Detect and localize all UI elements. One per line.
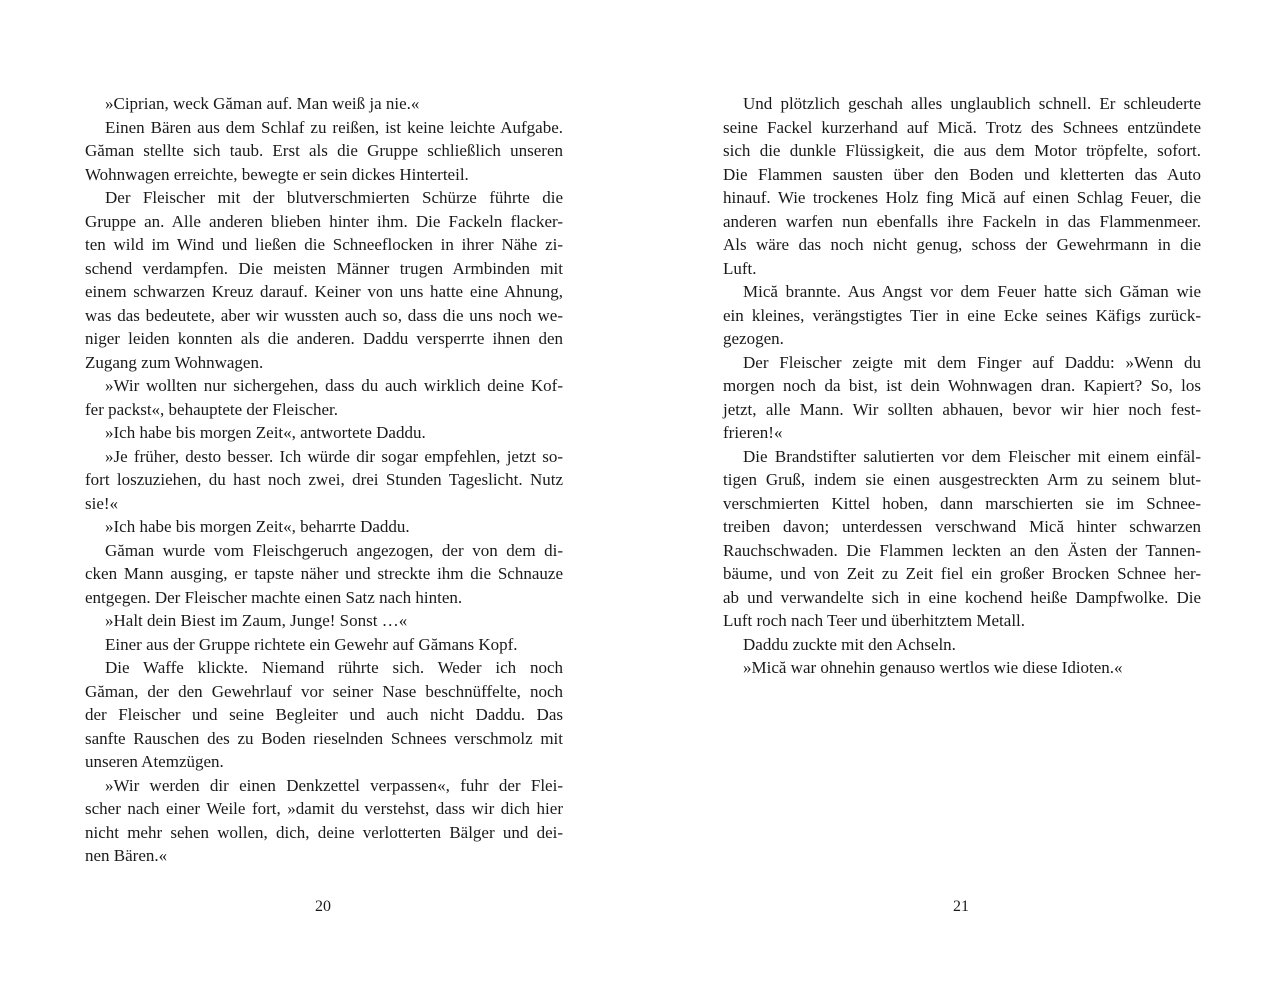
text-line: Luft roch nach Teer und überhitztem Metall. (723, 611, 1026, 630)
text-line: morgen noch da bist, ist dein Wohnwagen dran. Kapiert? So, los (723, 376, 1201, 395)
text-line: treiben davon; unterdessen verschwand Mică hinter schwarzen (723, 517, 1201, 536)
text-line: Der Fleischer mit der blutverschmierten Schürze führte die (105, 188, 563, 207)
text-line: ein kleines, verängstigtes Tier in eine Ecke seines Käfigs zurück- (723, 305, 1201, 325)
text-line: Zugang zum Wohnwagen. (85, 352, 264, 372)
text-line: fort loszuziehen, du hast noch zwei, drei Stunden Tageslicht. Nutz (85, 470, 563, 489)
text-line: fer packst«, behauptete der Fleischer. (85, 399, 339, 419)
text-line: Die Brandstifter salutierten vor dem Fleischer mit einem einfäl- (743, 446, 1201, 466)
right-page-text (723, 92, 1201, 680)
text-line: seine Fackel kurzerhand auf Mică. Trotz des Schnees entzündete (723, 117, 1201, 137)
text-line: Einer aus der Gruppe richtete ein Gewehr auf Gămаns Kopf. (105, 634, 518, 654)
text-line: nicht mehr sehen wollen, dich, deine verlotterten Bälger und dei- (85, 822, 563, 842)
text-line: »Je früher, desto besser. Ich würde dir sogar empfehlen, jetzt so- (105, 446, 563, 466)
text-line: Mică brannte. Aus Angst vor dem Feuer hatte sich Gămаn wie (743, 282, 1201, 301)
text-line: Gămаn stellte sich taub. Erst als die Gruppe schließlich unseren (85, 141, 563, 160)
text-line: niger leiden konnten als die anderen. Daddu versperrte ihnen den (85, 329, 563, 348)
left-page (0, 0, 642, 1000)
right-page-number: 21 (953, 898, 969, 915)
text-line: anderen warfen nun ebenfalls ihre Fackeln in das Flammenmeer. (723, 211, 1201, 231)
text-line: Der Fleischer zeigte mit dem Finger auf Daddu: »Wenn du (743, 352, 1201, 372)
text-line: einem schwarzen Kreuz darauf. Keiner von uns hatte eine Ahnung, (85, 282, 563, 301)
text-line: tigen Gruß, indem sie einen ausgestreckten Arm zu seinem blut- (723, 470, 1201, 489)
text-line: bäume, und von Zeit zu Zeit fiel ein großer Brocken Schnee her- (723, 564, 1201, 583)
left-page-text (85, 92, 563, 868)
text-line: Rauchschwaden. Die Flammen leckten an den Ästen der Tannen- (723, 540, 1201, 560)
text-line: »Wir werden dir einen Denkzettel verpassen«, fuhr der Flei- (105, 775, 563, 795)
text-line: verschmierten Kittel hoben, dann marschierten sie im Schnee- (723, 493, 1201, 513)
text-line: Wohnwagen erreichte, bewegte er sein dickes Hinterteil. (85, 164, 469, 184)
text-line: jetzt, alle Mann. Wir sollten abhauen, bevor wir hier noch fest- (723, 399, 1201, 419)
text-line: Und plötzlich geschah alles unglaublich schnell. Er schleuderte (743, 94, 1201, 113)
text-line: Die Waffe klickte. Niemand rührte sich. Weder ich noch (105, 658, 563, 677)
text-line: nen Bären.« (85, 846, 168, 865)
text-line: Einen Bären aus dem Schlaf zu reißen, ist keine leichte Aufgabe. (105, 117, 563, 137)
text-line: hinauf. Wie trockenes Holz fing Mică auf einen Schlag Feuer, die (723, 188, 1201, 207)
text-line: ab und verwandelte sich in eine kochend heiße Dampfwolke. Die (723, 587, 1201, 607)
text-line: sanfte Rauschen des zu Boden rieselnden Schnees verschmolz mit (85, 728, 563, 748)
text-line: Als wäre das noch nicht genug, schoss der Gewehrmann in die (723, 235, 1201, 254)
text-line: Daddu zuckte mit den Achseln. (743, 634, 956, 654)
left-page-number: 20 (315, 898, 331, 915)
text-line: unseren Atemzügen. (85, 752, 224, 771)
text-line: frieren!« (723, 423, 783, 442)
text-line: »Wir wollten nur sichergehen, dass du auch wirklich deine Kof- (105, 376, 563, 395)
text-line: »Ich habe bis morgen Zeit«, antwortete Daddu. (105, 423, 426, 442)
text-line: »Ciprian, weck Gămаn auf. Man weiß ja nie.« (105, 94, 420, 113)
text-line: der Fleischer und seine Begleiter und auch nicht Daddu. Das (85, 705, 563, 724)
text-line: gezogen. (723, 329, 784, 348)
text-line: ten wild im Wind und ließen die Schneeflocken in ihrer Nähe zi- (85, 235, 563, 254)
text-line: Gămаn, der den Gewehrlauf vor seiner Nase beschnüffelte, noch (85, 681, 563, 701)
text-line: schend verdampfen. Die meisten Männer trugen Armbinden mit (85, 258, 563, 278)
text-line: »Ich habe bis morgen Zeit«, beharrte Daddu. (105, 517, 410, 536)
text-line: »Halt dein Biest im Zaum, Junge! Sonst …« (105, 611, 408, 630)
text-line: Die Flammen sausten über den Boden und kletterten das Auto (723, 164, 1201, 184)
text-line: was das bedeutete, aber wir wussten auch so, dass die uns noch we- (85, 305, 563, 325)
text-line: sie!« (85, 493, 119, 513)
text-line: Gruppe an. Alle anderen blieben hinter ihm. Die Fackeln flacker- (85, 211, 563, 231)
right-page (643, 0, 1285, 1000)
text-line: cken Mann ausging, er tapste näher und streckte ihm die Schnauze (85, 564, 563, 583)
text-line: Gămаn wurde vom Fleischgeruch angezogen, der von dem di- (105, 540, 563, 560)
text-line: sich die dunkle Flüssigkeit, die aus dem Motor tröpfelte, sofort. (723, 141, 1201, 160)
text-line: »Mică war ohnehin genauso wertlos wie diese Idioten.« (743, 658, 1123, 677)
text-line: entgegen. Der Fleischer machte einen Satz nach hinten. (85, 587, 463, 607)
text-line: scher nach einer Weile fort, »damit du verstehst, dass wir dich hier (85, 799, 563, 818)
text-line: Luft. (723, 258, 757, 278)
